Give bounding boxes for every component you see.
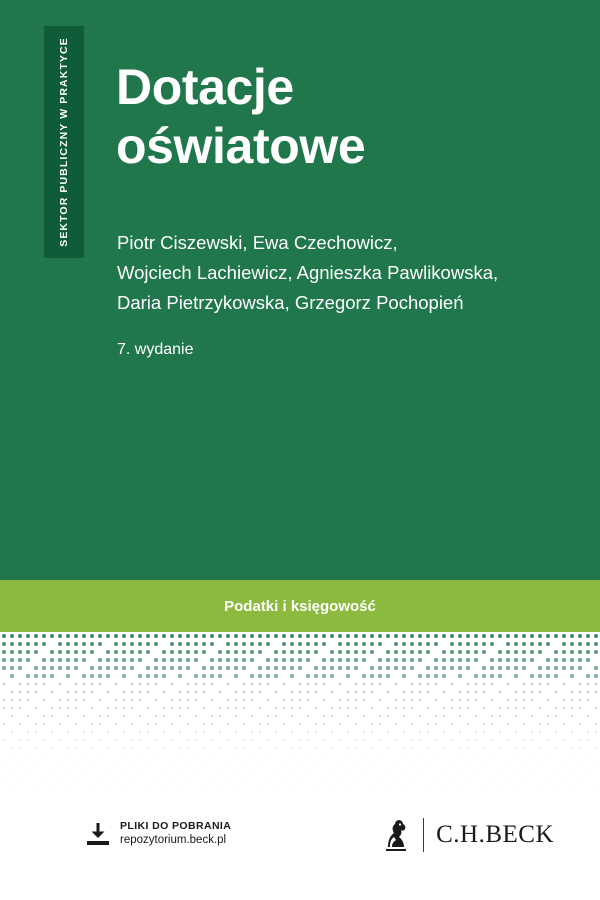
series-label: SEKTOR PUBLICZNY W PRAKTYCE	[58, 37, 70, 247]
edition-label: 7. wydanie	[117, 341, 194, 358]
page-title	[116, 58, 576, 176]
halftone-dot-gradient	[0, 632, 600, 792]
author-line-2: Wojciech Lachiewicz, Agnieszka Pawlikowska,	[117, 261, 499, 283]
cover-footer	[0, 792, 600, 900]
title-line-2: oświatowe	[116, 118, 366, 174]
download-info	[85, 820, 231, 848]
title-line-1: Dotacje	[116, 59, 294, 115]
author-line-1: Piotr Ciszewski, Ewa Czechowicz,	[117, 232, 398, 253]
publisher-name: C.H.BECK	[436, 821, 554, 848]
series-strip	[44, 26, 84, 258]
download-url: repozytorium.beck.pl	[120, 834, 227, 847]
beck-griffin-icon	[379, 816, 413, 854]
download-text	[120, 820, 231, 848]
logo-divider	[423, 818, 424, 852]
download-title: PLIKI DO POBRANIA	[120, 820, 232, 832]
authors-block	[117, 228, 587, 318]
author-line-3: Daria Pietrzykowska, Grzegorz Pochopień	[117, 291, 464, 313]
category-band	[0, 580, 600, 632]
category-band-label: Podatki i księgowość	[224, 597, 376, 615]
download-icon	[85, 821, 111, 847]
publisher-logo	[379, 816, 554, 854]
